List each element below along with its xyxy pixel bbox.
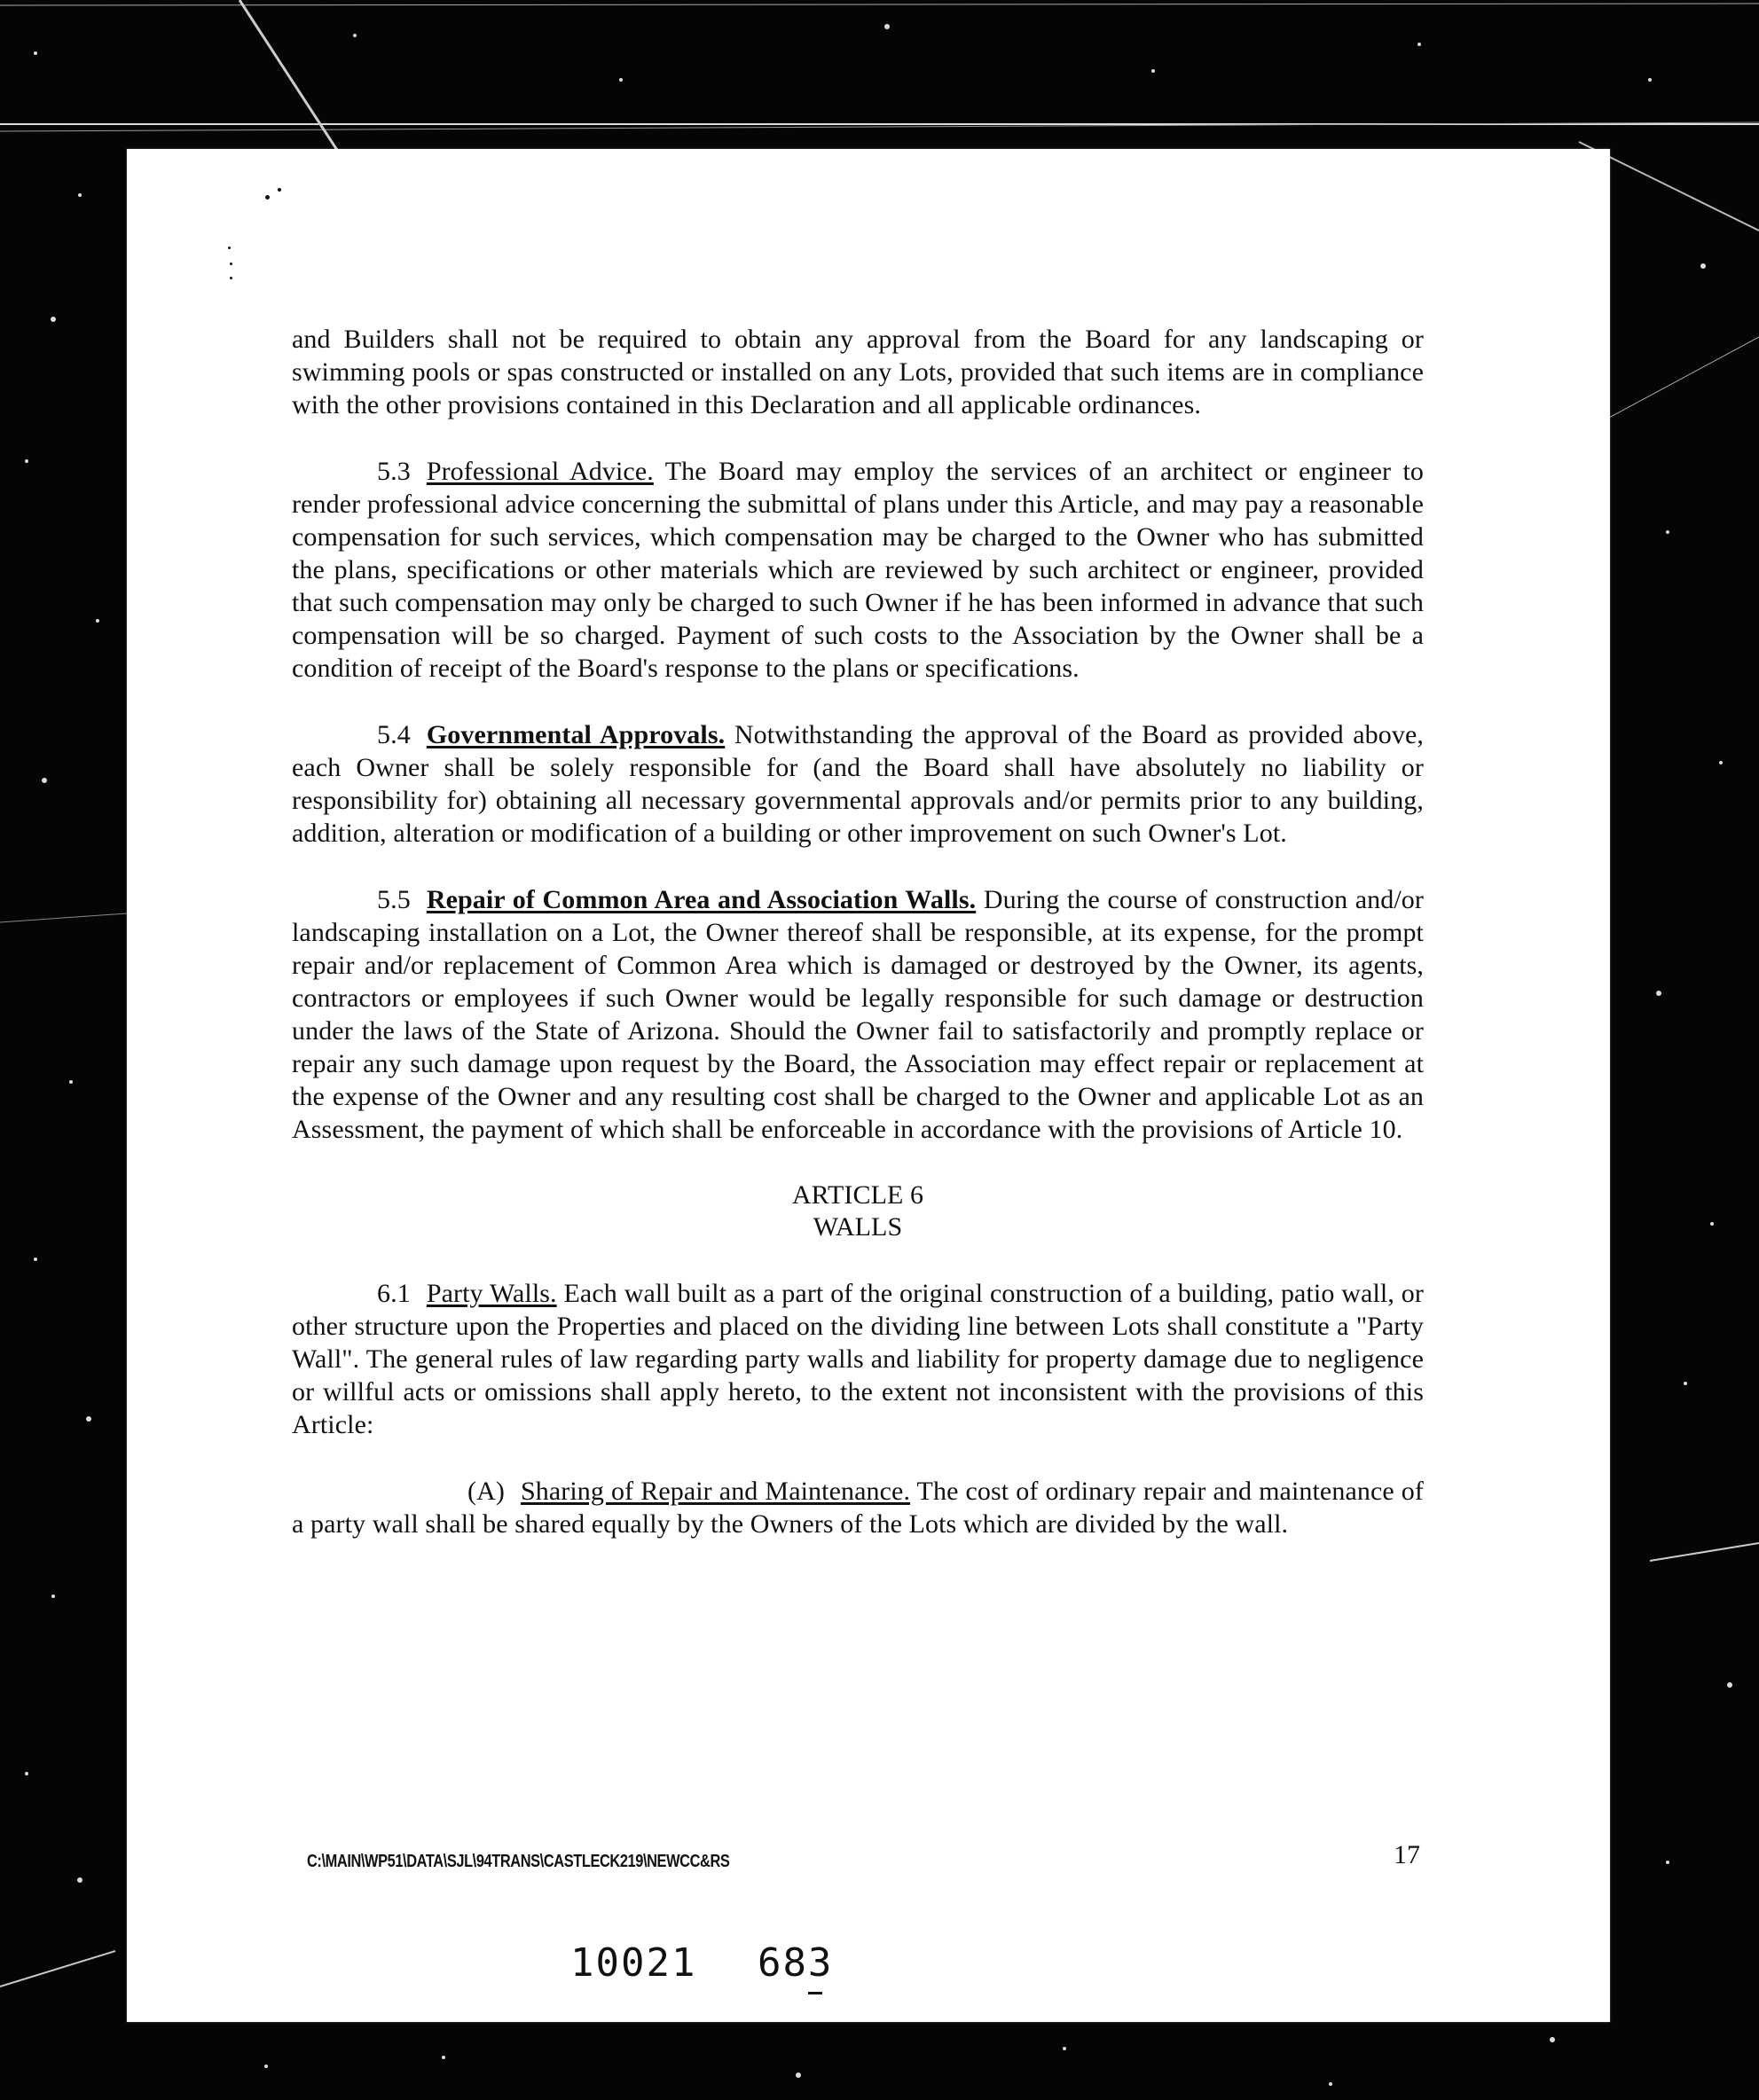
subsection-letter: (A) xyxy=(467,1477,505,1506)
scan-streak xyxy=(0,4,1759,5)
section-text: During the course of construction and/or landscaping installation on a Lot, the Owner thereof shall be responsible, at its expense, for the prompt repair and/or replacement of Common Area which is damaged or destroyed by the Owner, its agents, contractors or employees if such Owner would be legally responsible for such damage or destruction under the laws of the State of Arizona. Should the Owner fail to satisfactorily and promptly replace or repair any such damage upon request by the Board, the Association may effect repair or replacement at the expense of the Owner and any resulting cost shall be charged to the Owner and applicable Lot as an Assessment, the payment of which shall be enforceable in accordance with the provisions of Article 10. xyxy=(292,885,1424,1144)
subsection-text: The cost of ordinary repair and maintenance of a party wall shall be shared equally by the Owners of the Lots which are divided by the wall. xyxy=(292,1477,1425,1539)
section-title: Repair of Common Area and Association Walls. xyxy=(426,885,977,914)
intro-paragraph xyxy=(292,323,1424,421)
section-5-4 xyxy=(292,718,1424,850)
section-5-3 xyxy=(292,455,1424,685)
docket-page: 683 xyxy=(757,1940,834,1986)
scan-streak xyxy=(1650,1543,1759,1561)
section-text: The Board may employ the services of an architect or engineer to render professional advice concerning the submittal of plans under this Article, and may pay a reasonable compensation for such services, which compensation may be charged to the Owner who has submitted the plans, specifications or other materials which are reviewed by such architect or engineer, provided that such compensation may only be charged to such Owner if he has been informed in advance that such compensation will be so charged. Payment of such costs to the Association by the Owner shall be a condition of receipt of the Board's response to the plans or specifications. xyxy=(292,457,1425,683)
document-page xyxy=(127,149,1610,2022)
section-title: Professional Advice. xyxy=(426,457,654,486)
section-text: Each wall built as a part of the original construction of a building, patio wall, or other structure upon the Properties and placed on the dividing line between Lots shall constitute a "Party Wall". The general rules of law regarding party walls and liability for property damage due to negligence or willful acts or omissions shall apply hereto, to the extent not inconsistent with the provisions of this Article: xyxy=(292,1279,1424,1439)
section-6-1 xyxy=(292,1277,1424,1441)
subsection-title: Sharing of Repair and Maintenance. xyxy=(520,1477,911,1506)
section-number: 5.4 xyxy=(377,720,411,749)
recording-stamp xyxy=(570,1940,833,1986)
section-title: Governmental Approvals. xyxy=(426,720,726,749)
scan-speck xyxy=(265,195,270,200)
section-5-5 xyxy=(292,883,1424,1146)
footer-file-path: C:\MAIN\WP51\DATA\SJL\94TRANS\CASTLECK219\NEWCC&RS xyxy=(307,1852,730,1871)
stamp-underline-mark xyxy=(808,1992,822,1994)
section-text: Notwithstanding the approval of the Board as provided above, each Owner shall be solely responsible for (and the Board shall have absolutely no liability or responsibility for) obtaining all necessary governmental approvals and/or permits prior to any building, addition, alteration or modification of a building or other improvement on such Owner's Lot. xyxy=(292,720,1424,848)
scan-speck xyxy=(230,277,232,279)
article-title: WALLS xyxy=(813,1212,903,1242)
document-body xyxy=(292,323,1424,1574)
intro-text: and Builders shall not be required to obtain any approval from the Board for any landscaping or swimming pools or spas constructed or installed on any Lots, provided that such items are in compliance with the other provisions contained in this Declaration and all applicable ordinances. xyxy=(292,325,1424,419)
scan-streak xyxy=(0,122,1759,131)
scan-speck xyxy=(278,188,281,192)
section-number: 6.1 xyxy=(377,1279,411,1308)
section-6-1-a xyxy=(292,1475,1424,1540)
scan-speck xyxy=(230,262,232,265)
scan-streak xyxy=(0,913,127,922)
scan-speck xyxy=(228,247,231,249)
article-heading xyxy=(292,1179,1424,1243)
scan-streak xyxy=(0,1951,115,1986)
article-number: ARTICLE 6 xyxy=(791,1180,924,1210)
section-number: 5.5 xyxy=(377,885,411,914)
page-number: 17 xyxy=(1394,1840,1420,1869)
docket-number: 10021 xyxy=(570,1940,697,1986)
section-title: Party Walls. xyxy=(426,1279,557,1308)
section-number: 5.3 xyxy=(377,457,411,486)
